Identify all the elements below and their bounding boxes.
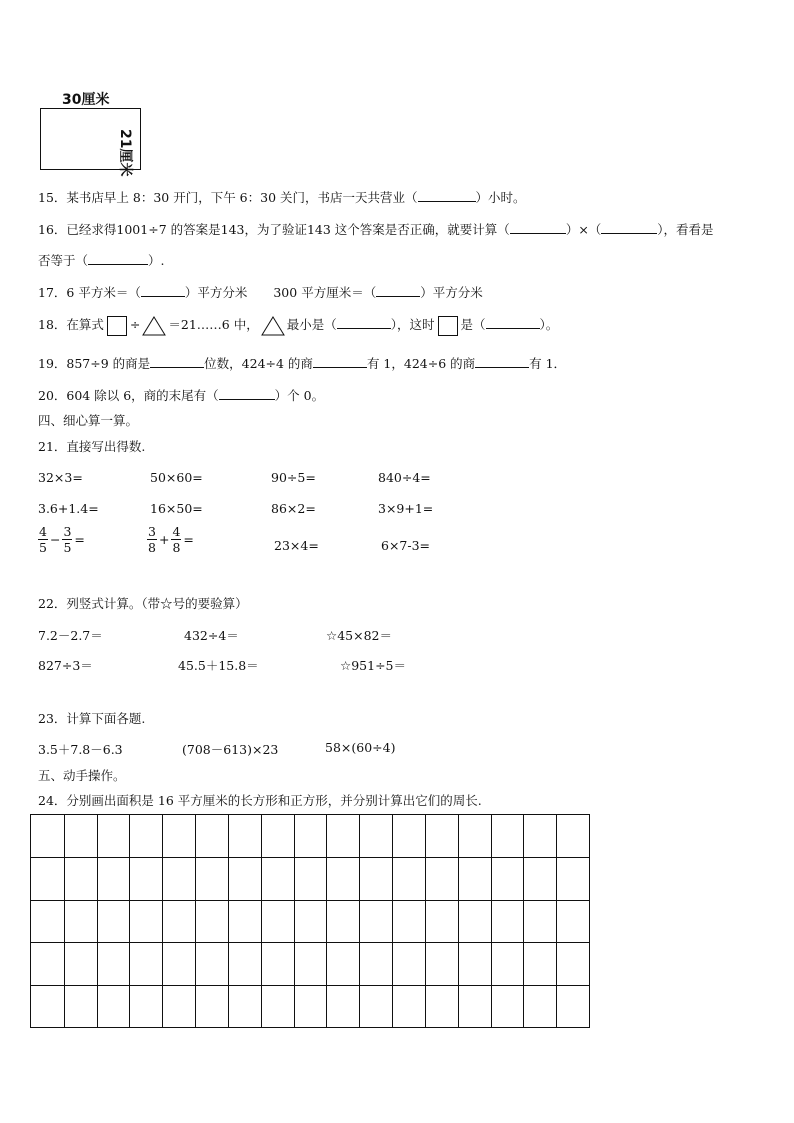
q24-title: 24．分别画出面积是 16 平方厘米的长方形和正方形，并分别计算出它们的周长. [38, 793, 482, 808]
q21-r2-c4: 3×9+1= [378, 501, 434, 516]
q17-blank-2[interactable] [376, 284, 420, 297]
q19-blank-3[interactable] [475, 355, 529, 368]
q16-text-d: 否等于（ [38, 253, 89, 268]
grid-line-horizontal [31, 900, 589, 901]
q16-text-a: 16．已经求得1001÷7 的答案是143，为了验证143 这个答案是否正确，就要计算（ [38, 222, 510, 237]
grid-line-vertical [425, 815, 426, 1027]
q17-part1-b: ）平方分米 [184, 285, 248, 300]
q18-blank-1[interactable] [337, 316, 391, 329]
q18-blank-2[interactable] [486, 316, 540, 329]
q16-text-c: ），看看是 [657, 222, 714, 237]
q16-blank-1[interactable] [510, 221, 566, 234]
q15-blank[interactable] [418, 189, 476, 202]
q21-r1-c4: 840÷4= [378, 470, 431, 485]
triangle-icon[interactable] [142, 316, 166, 336]
q21-r2-c1: 3.6+1.4= [38, 501, 99, 516]
rect-width-label: 30厘米 [62, 92, 110, 108]
q19-text-a: 19．857÷9 的商是 [38, 356, 151, 371]
square-box-2 [438, 316, 458, 336]
q16-blank-3[interactable] [88, 252, 148, 265]
grid-line-horizontal [31, 985, 589, 986]
grid-line-vertical [359, 815, 360, 1027]
grid-line-vertical [261, 815, 262, 1027]
grid-line-vertical [97, 815, 98, 1027]
q21-r1-c3: 90÷5= [271, 470, 316, 485]
fraction: $\frac{3}{5}$ [63, 524, 72, 555]
q18-text-b: ＝21……6 中， [168, 317, 259, 332]
grid-line-vertical [326, 815, 327, 1027]
triangle-icon [261, 316, 285, 336]
q21-r2-c2: 16×50= [150, 501, 203, 516]
q20-text-a: 20．604 除以 6，商的末尾有（ [38, 388, 219, 403]
fraction: $\frac{3}{8}$ [148, 524, 156, 555]
q19-text-d: 有 1． [529, 356, 567, 371]
question-19 [38, 354, 566, 372]
q18-text-c: 最小是（ [286, 317, 337, 332]
q21-r3-c1: $\frac{4}{5}$ − $\frac{3}{5}$ = [39, 524, 85, 555]
grid-line-vertical [392, 815, 393, 1027]
question-16-line-2 [38, 251, 165, 269]
q19-text-c: 有 1，424÷6 的商 [366, 356, 476, 371]
q22-r1-c3: ☆45×82＝ [326, 628, 392, 643]
q23-item-1: 3.5＋7.8－6.3 [38, 742, 123, 757]
q22-title: 22．列竖式计算。（带☆号的要验算） [38, 596, 248, 611]
q21-r3-c4: 6×7-3= [381, 538, 431, 553]
section-4-heading: 四、细心算一算。 [38, 413, 139, 428]
fraction: $\frac{4}{5}$ [39, 524, 47, 555]
grid-line-horizontal [31, 942, 589, 943]
grid-line-vertical [556, 815, 557, 1027]
question-16-line-1 [38, 220, 714, 238]
q15-text-b: ）小时。 [475, 190, 526, 205]
grid-line-vertical [523, 815, 524, 1027]
q22-r2-c3: ☆951÷5＝ [340, 658, 406, 673]
grid-line-horizontal [31, 857, 589, 858]
question-17 [38, 283, 483, 301]
q23-title: 23．计算下面各题. [38, 711, 146, 726]
q16-text-b: ）×（ [565, 222, 602, 237]
q21-r1-c1: 32×3= [38, 470, 83, 485]
q23-item-2: (708－613)×23 [182, 742, 279, 757]
grid-line-vertical [64, 815, 65, 1027]
q22-r1-c2: 432÷4＝ [184, 628, 239, 643]
grid-line-vertical [458, 815, 459, 1027]
grid-line-vertical [162, 815, 163, 1027]
q21-r1-c2: 50×60= [150, 470, 203, 485]
rect-height-label: 21厘米 [117, 129, 133, 177]
grid-line-vertical [491, 815, 492, 1027]
q19-text-b: 位数，424÷4 的商 [204, 356, 313, 371]
square-box-1[interactable] [107, 316, 127, 336]
question-20 [38, 386, 324, 404]
grid-line-vertical [129, 815, 130, 1027]
q21-r2-c3: 86×2= [271, 501, 316, 516]
grid-line-vertical [294, 815, 295, 1027]
q18-text-a: 18．在算式 [38, 317, 104, 332]
q17-part1-a: 17．6 平方米＝（ [38, 285, 141, 300]
drawing-grid[interactable] [30, 814, 590, 1028]
q22-r1-c1: 7.2－2.7＝ [38, 628, 103, 643]
question-18 [38, 315, 558, 336]
q23-item-3: 58×(60÷4) [325, 740, 396, 755]
q18-text-e: 是（ [460, 317, 486, 332]
q16-blank-2[interactable] [601, 221, 657, 234]
q21-r3-c3: 23×4= [274, 538, 319, 553]
q20-text-b: ）个 0。 [274, 388, 325, 403]
q17-blank-1[interactable] [141, 284, 185, 297]
q20-blank[interactable] [219, 387, 275, 400]
grid-line-vertical [195, 815, 196, 1027]
q18-text-d: ），这时 [390, 317, 435, 332]
fraction: $\frac{4}{8}$ [172, 524, 181, 555]
q18-div-sign: ÷ [129, 317, 141, 332]
grid-line-vertical [228, 815, 229, 1027]
question-15 [38, 188, 526, 206]
q22-r2-c1: 827÷3＝ [38, 658, 93, 673]
q19-blank-2[interactable] [313, 355, 367, 368]
q17-part2-a: 300 平方厘米＝（ [273, 285, 377, 300]
q19-blank-1[interactable] [150, 355, 204, 368]
q15-text-a: 15．某书店早上 8：30 开门，下午 6：30 关门，书店一天共营业（ [38, 190, 418, 205]
q22-r2-c2: 45.5＋15.8＝ [178, 658, 259, 673]
q18-text-f: ）。 [539, 317, 559, 332]
q21-r3-c2: $\frac{3}{8}$ + $\frac{4}{8}$ = [148, 524, 194, 555]
q21-title: 21．直接写出得数. [38, 439, 146, 454]
q17-part2-b: ）平方分米 [420, 285, 483, 300]
q16-text-e: ）. [148, 253, 165, 268]
section-5-heading: 五、动手操作。 [38, 768, 126, 783]
